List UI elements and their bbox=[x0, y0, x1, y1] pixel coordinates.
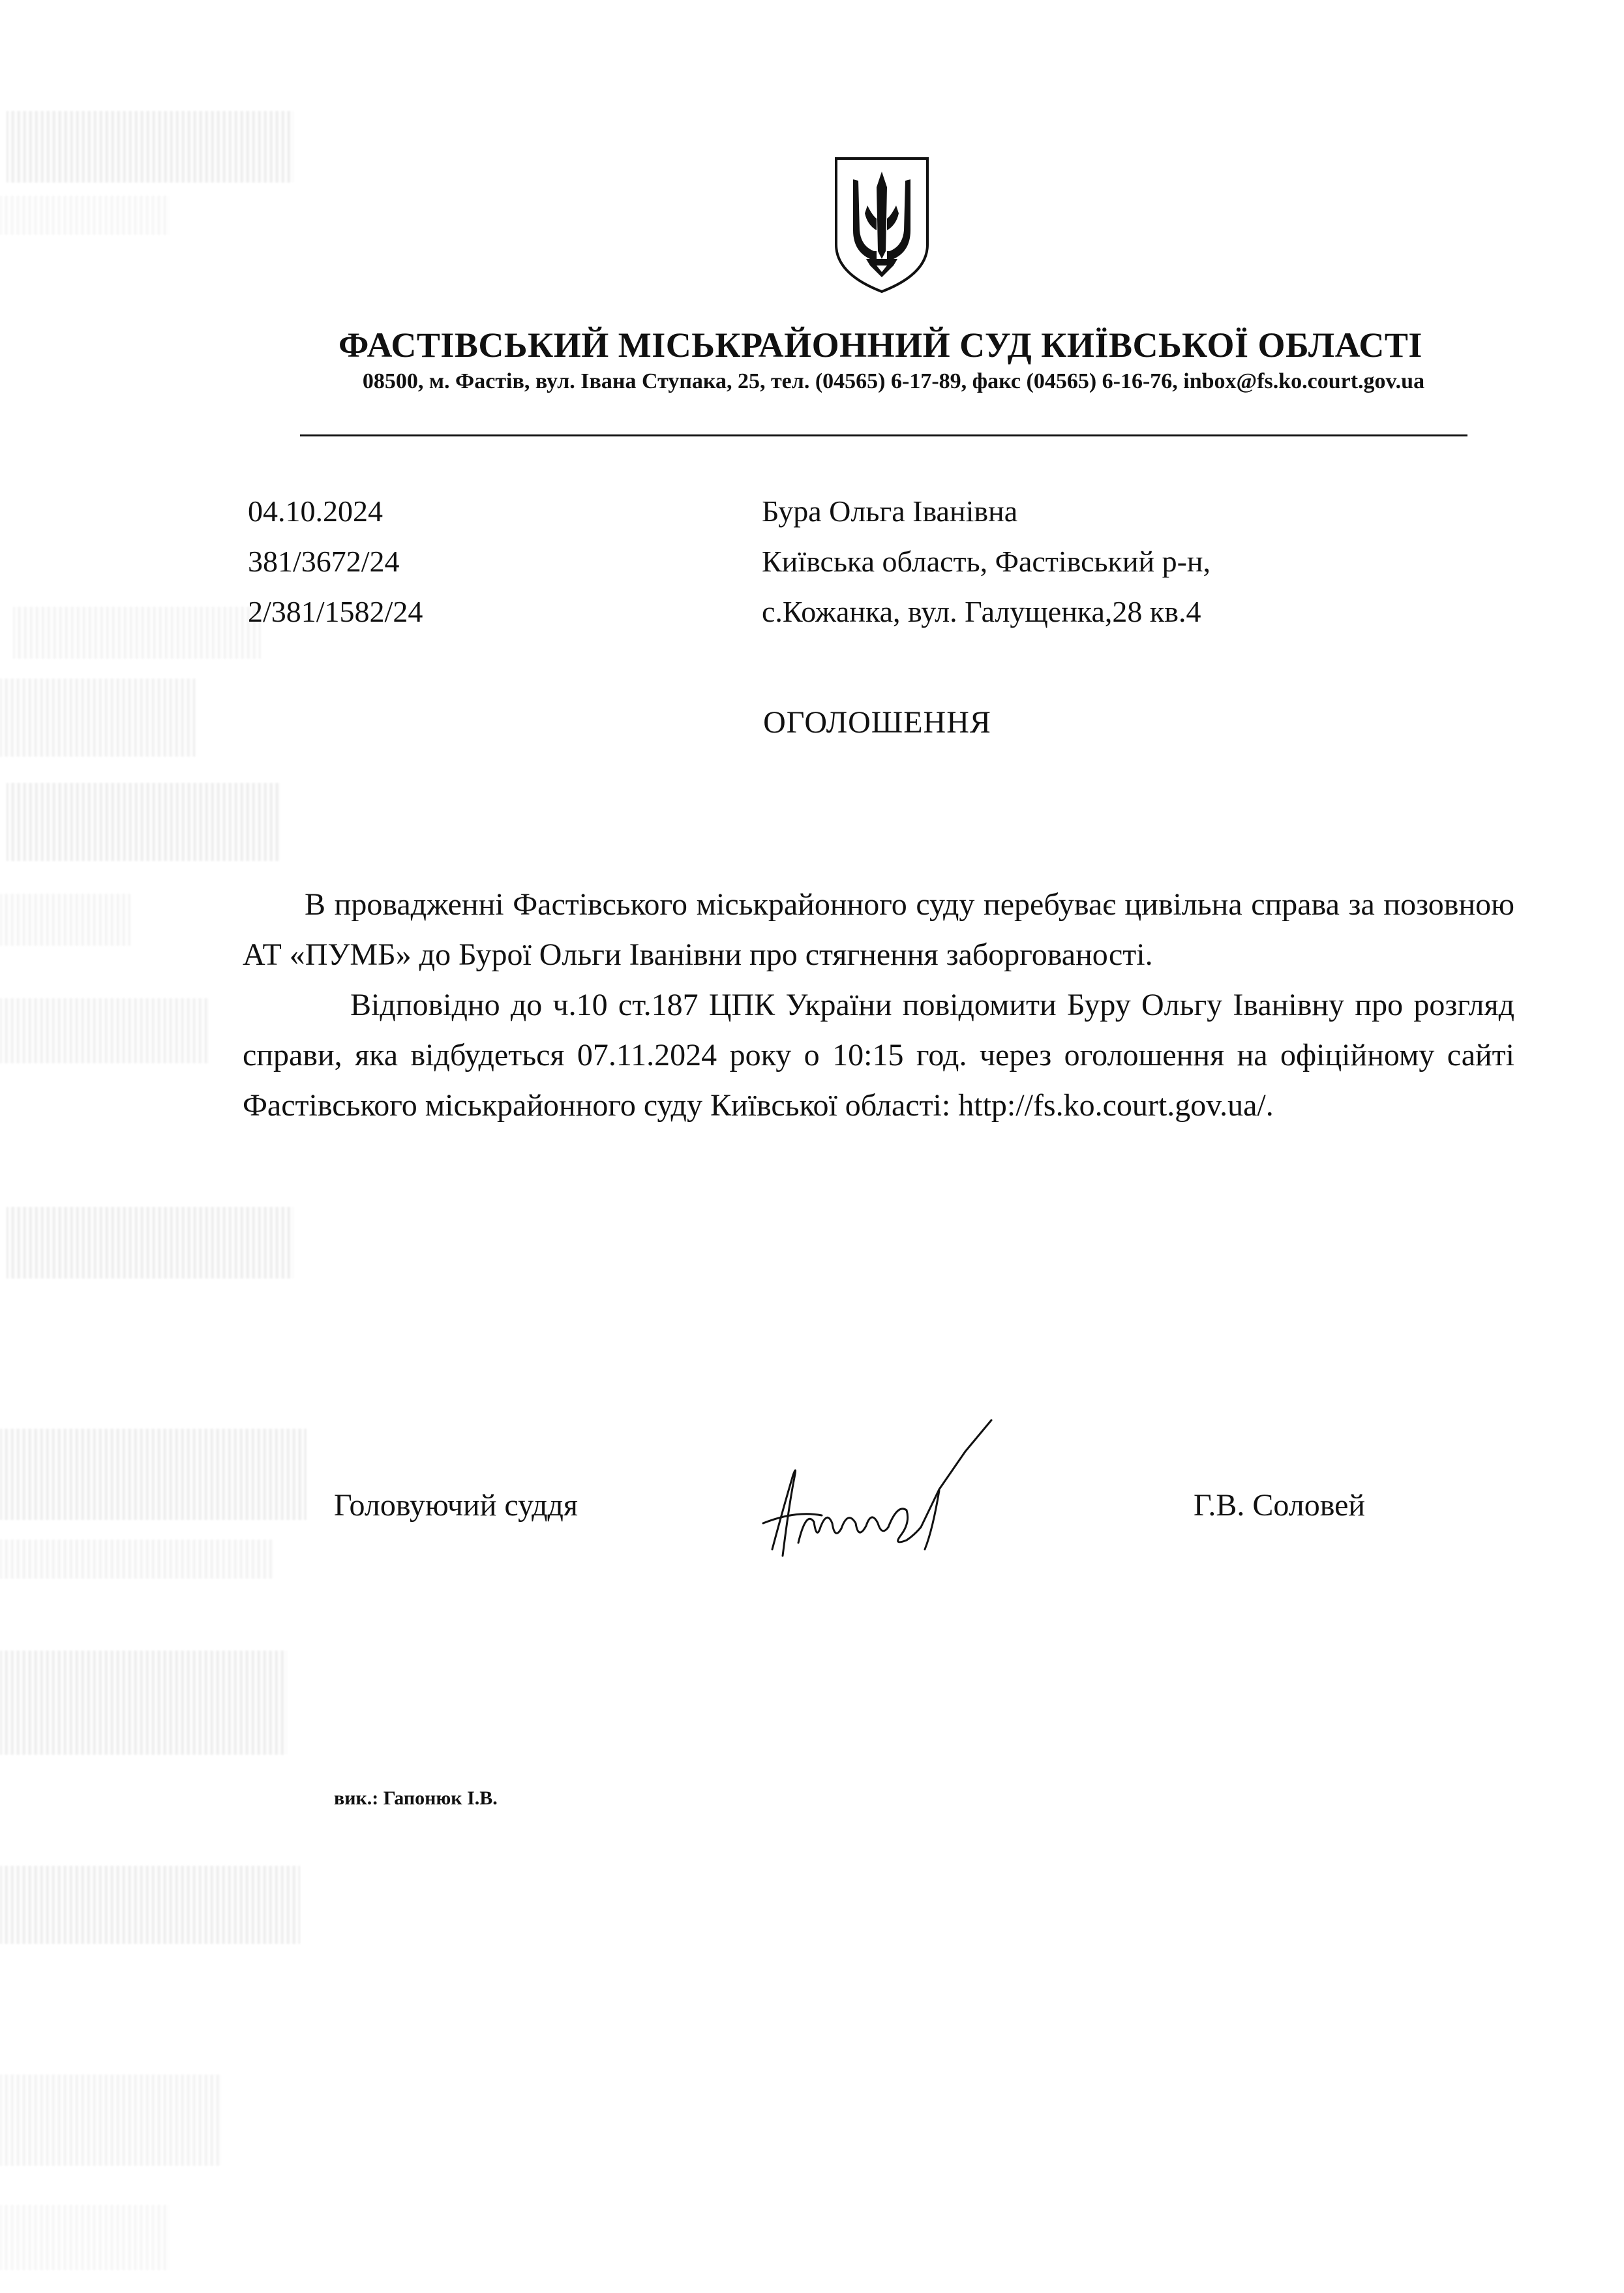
addressee-block bbox=[762, 486, 1210, 637]
addressee-address-line2: с.Кожанка, вул. Галущенка,28 кв.4 bbox=[762, 595, 1201, 628]
judge-name: Г.В. Соловей bbox=[1194, 1488, 1366, 1523]
reference-block bbox=[248, 486, 423, 637]
executor-note: вик.: Гапонюк І.В. bbox=[334, 1787, 498, 1809]
handwritten-signature bbox=[744, 1412, 1070, 1582]
document-date: 04.10.2024 bbox=[248, 494, 383, 528]
notice-title: ОГОЛОШЕННЯ bbox=[763, 705, 991, 740]
case-number: 2/381/1582/24 bbox=[248, 595, 423, 628]
notice-paragraph-1: В провадженні Фастівського міськрайонного суду перебуває цивільна справа за позовною АТ «ПУМБ» до Бурої Ольги Іванівни про стягнення заборгованості. bbox=[243, 887, 1514, 972]
court-name: ФАСТІВСЬКИЙ МІСЬКРАЙОННИЙ СУД КИЇВСЬКОЇ ОБЛАСТІ bbox=[338, 326, 1422, 365]
addressee-name: Бура Ольга Іванівна bbox=[762, 494, 1018, 528]
judge-title: Головуючий суддя bbox=[334, 1488, 578, 1523]
outgoing-number: 381/3672/24 bbox=[248, 545, 400, 578]
header-divider bbox=[300, 434, 1467, 436]
notice-paragraph-2: Відповідно до ч.10 ст.187 ЦПК України повідомити Буру Ольгу Іванівну про розгляд справи, яка відбудеться 07.11.2024 року о 10:15 год. через оголошення на офіційному сайті Фастівського міськрайонного суду Київської області: http://fs.ko.court.gov.ua/. bbox=[243, 988, 1514, 1123]
court-address: 08500, м. Фастів, вул. Івана Ступака, 25, тел. (04565) 6-17-89, факс (04565) 6-16-76, inbox@fs.ko.court.gov.ua bbox=[362, 369, 1425, 393]
notice-body bbox=[243, 879, 1514, 1131]
tryzub-emblem-icon bbox=[830, 153, 934, 297]
addressee-address-line1: Київська область, Фастівський р-н, bbox=[762, 545, 1211, 578]
